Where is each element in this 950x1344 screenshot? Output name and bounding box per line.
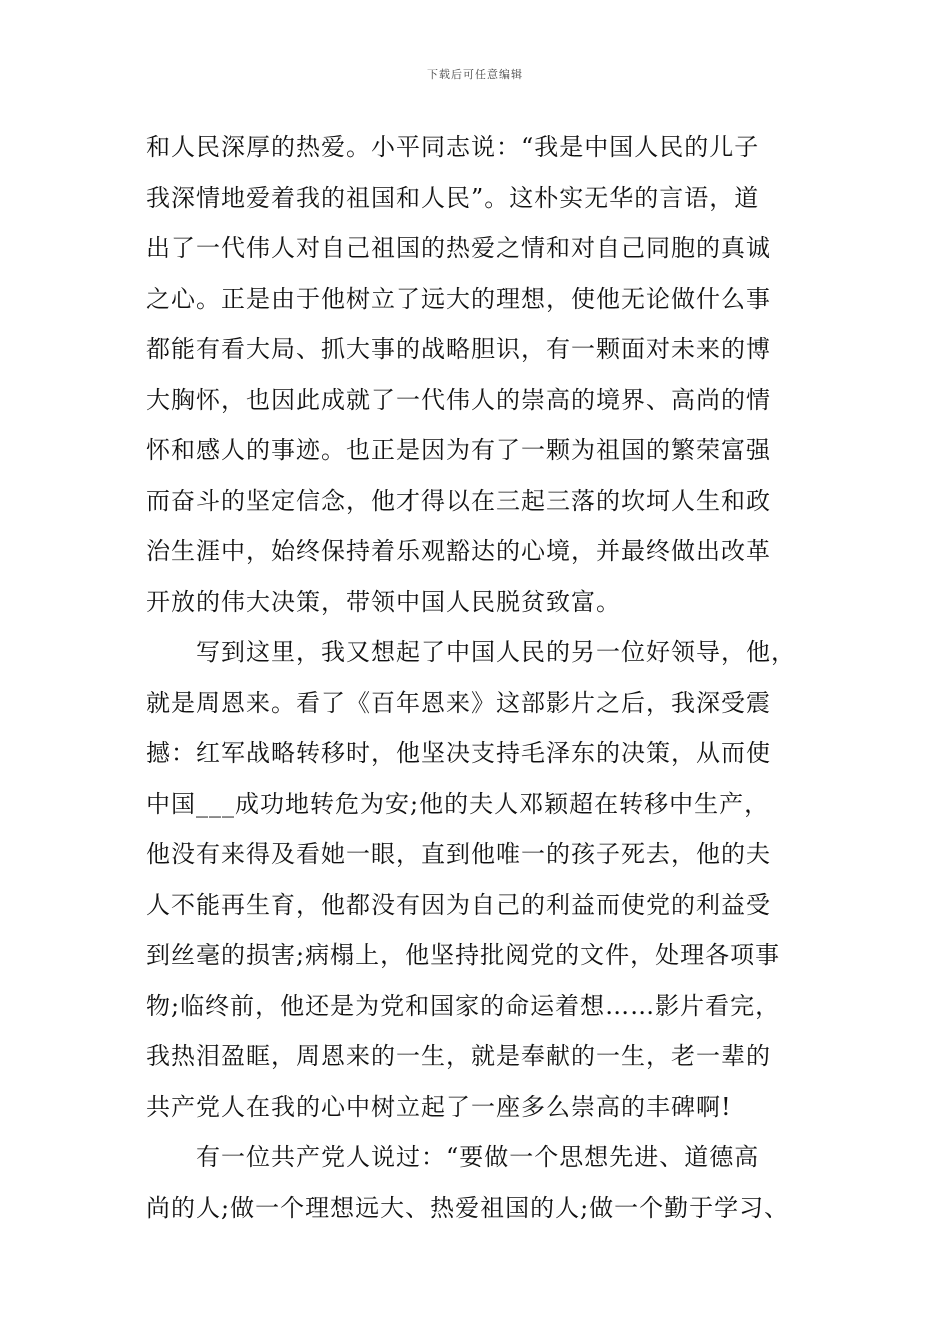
text-line: 尚的人;做一个理想远大、热爱祖国的人;做一个勤于学习、	[146, 1193, 790, 1222]
text-line: 而奋斗的坚定信念，他才得以在三起三落的坎坷人生和政	[146, 486, 771, 515]
text-line: 撼：红军战略转移时，他坚决支持毛泽东的决策，从而使	[146, 739, 771, 767]
text-line: 物;临终前，他还是为党和国家的命运着想……影片看完，	[146, 991, 781, 1020]
text-line: 他没有来得及看她一眼，直到他唯一的孩子死去，他的夫	[146, 840, 771, 868]
text-line: 开放的伟大决策，带领中国人民脱贫致富。	[146, 587, 621, 616]
text-line: 出了一代伟人对自己祖国的热爱之情和对自己同胞的真诚	[146, 234, 771, 262]
text-line: 人不能再生育，他都没有因为自己的利益而使党的利益受	[146, 890, 771, 919]
text-line: 有一位共产党人说过：“要做一个思想先进、道德高	[196, 1143, 760, 1171]
text-line: 我热泪盈眶，周恩来的一生，就是奉献的一生，老一辈的	[146, 1042, 771, 1070]
text-line: 到丝毫的损害;病榻上，他坚持批阅党的文件，处理各项事	[146, 941, 781, 969]
text-line: 我深情地爱着我的祖国和人民”。这朴实无华的言语，道	[146, 183, 760, 212]
text-line: 共产党人在我的心中树立起了一座多么崇高的丰碑啊!	[146, 1092, 732, 1121]
page-header: 下载后可任意编辑	[427, 68, 523, 81]
text-line: 都能有看大局、抓大事的战略胆识，有一颗面对未来的博	[146, 335, 771, 363]
text-line: 大胸怀，也因此成就了一代伟人的崇高的境界、高尚的情	[146, 385, 771, 414]
text-line: 就是周恩来。看了《百年恩来》这部影片之后，我深受震	[146, 688, 771, 717]
text-line: 之心。正是由于他树立了远大的理想，使他无论做什么事	[146, 284, 771, 313]
text-line: 和人民深厚的热爱。小平同志说：“我是中国人民的儿子	[146, 133, 760, 161]
text-line: 怀和感人的事迹。也正是因为有了一颗为祖国的繁荣富强	[146, 436, 771, 464]
text-line: 写到这里，我又想起了中国人民的另一位好领导，他，	[196, 638, 796, 666]
text-line: 中国___成功地转危为安;他的夫人邓颖超在转移中生产，	[146, 789, 770, 818]
document-body	[146, 128, 836, 1239]
text-line: 治生涯中，始终保持着乐观豁达的心境，并最终做出改革	[146, 537, 771, 565]
